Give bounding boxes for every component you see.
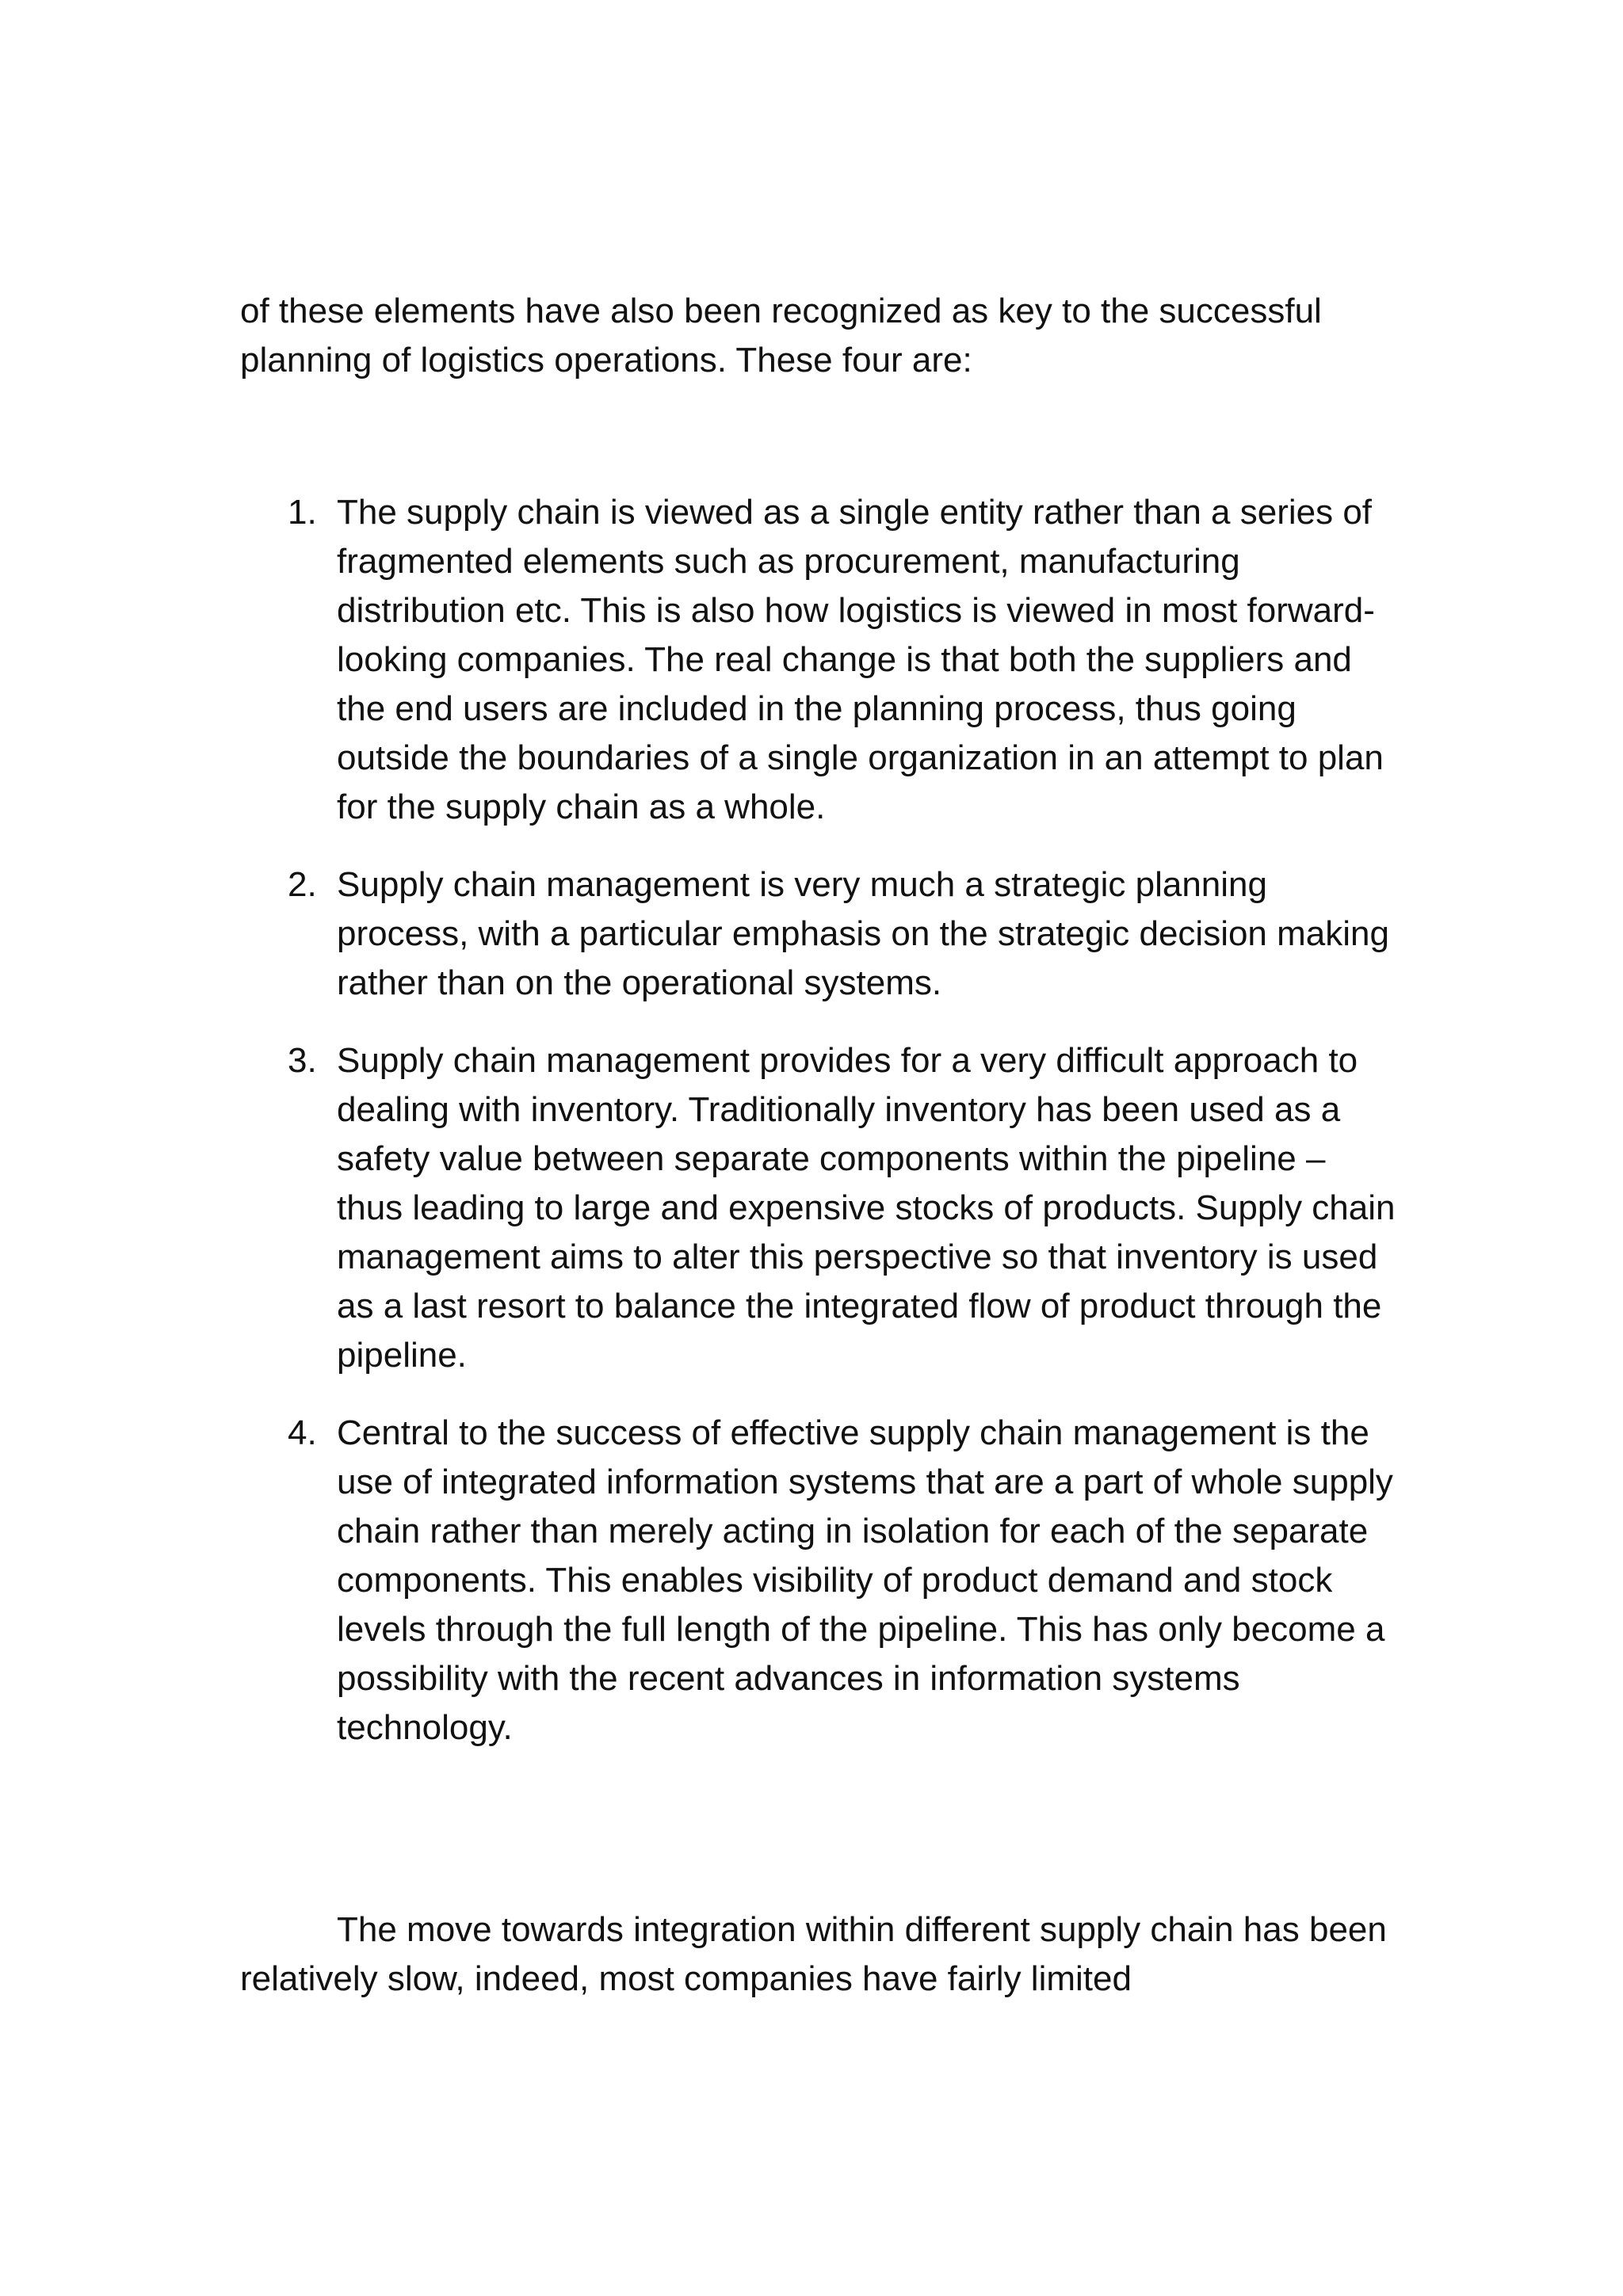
list-item-text: The supply chain is viewed as a single entity rather than a series of fragmented elements such as procurement, manufacturing distribution etc. This is also how logistics is viewed in most forward-looking companies. The real change is that both the suppliers and the end users are included in the planning process, thus going outside the boundaries of a single organization in an attempt to plan for the supply chain as a whole. — [337, 493, 1384, 826]
list-item — [0, 1409, 1399, 1753]
list-item-text: Supply chain management is very much a strategic planning process, with a particular emphasis on the strategic decision making rather than on the operational systems. — [337, 865, 1389, 1002]
list-item-text: Supply chain management provides for a very difficult approach to dealing with inventory. Traditionally inventory has been used as a safety value between separate components within the pipeline – thus leading to large and expensive stocks of products. Supply chain management aims to alter this perspective so that inventory is used as a last resort to balance the integrated flow of product through the pipeline. — [337, 1041, 1396, 1375]
list-item-text: Central to the success of effective supply chain management is the use of integrated information systems that are a part of whole supply chain rather than merely acting in isolation for each of the separate components. This enables visibility of product demand and stock levels through the full length of the pipeline. This has only become a possibility with the recent advances in information systems technology. — [337, 1413, 1393, 1747]
list-item — [0, 860, 1399, 1008]
list-item — [0, 488, 1399, 832]
list-item-number: 4. — [288, 1413, 317, 1452]
list-item-number: 3. — [288, 1041, 317, 1080]
list-item-number: 1. — [288, 493, 317, 532]
intro-paragraph: of these elements have also been recognized as key to the successful planning of logistics operations. These four are: — [240, 292, 1322, 379]
closing-paragraph: The move towards integration within different supply chain has been relatively slow, indeed, most companies have fairly limited — [240, 1910, 1387, 1998]
list-item — [0, 1036, 1399, 1380]
numbered-list — [0, 488, 1399, 1781]
list-item-number: 2. — [288, 865, 317, 904]
